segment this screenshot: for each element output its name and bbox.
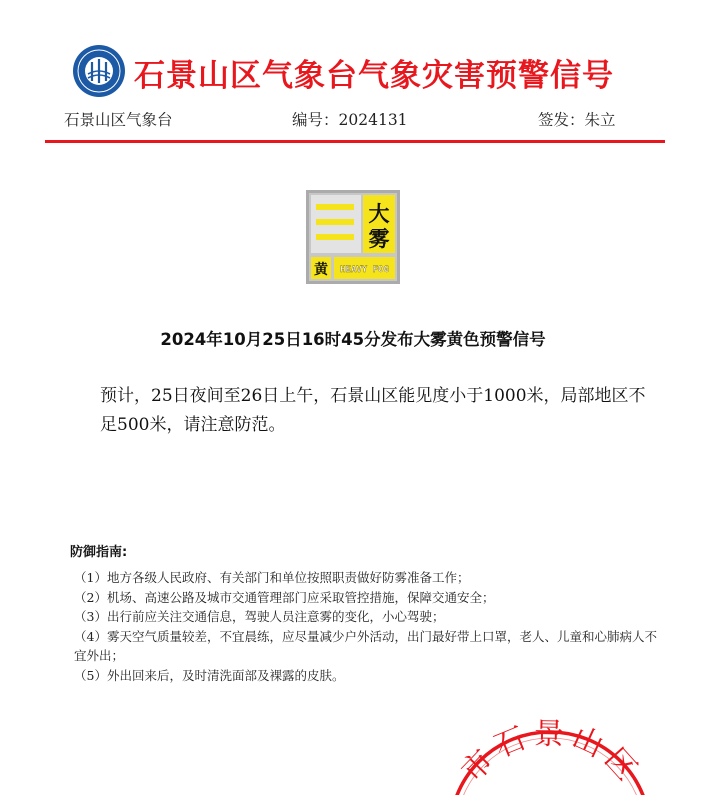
signer-value: 朱立 (584, 111, 616, 129)
svg-text:市石景山区 (455, 717, 648, 792)
guide-list (70, 568, 660, 685)
defense-guide (70, 541, 660, 685)
header-divider (45, 140, 665, 143)
serial-number-value: 2024131 (338, 111, 408, 129)
warning-body-text: 预计，25日夜间至26日上午，石景山区能见度小于1000米，局部地区不足500米，请注意防范。 (100, 386, 646, 435)
guide-item: （3）出行前应关注交通信息，驾驶人员注意雾的变化，小心驾驶； (74, 609, 445, 624)
seal-text: 市石景山区 (454, 716, 648, 792)
guide-title: 防御指南: (70, 545, 128, 560)
signal-char-top: 大 (368, 202, 390, 226)
warning-heading: 2024年10月25日16时45分发布大雾黄色预警信号 (160, 330, 546, 349)
guide-item: （4）雾天空气质量较差，不宜晨练，应尽量减少户外活动，出门最好带上口罩，老人、儿童和心肺病人不宜外出； (74, 628, 657, 663)
heavy-fog-yellow-signal-icon (306, 190, 400, 284)
issuing-organization: 石景山区气象台 (64, 111, 173, 129)
page-title: 石景山区气象台气象灾害预警信号 (134, 58, 614, 94)
signal-english-label: HEAVY FOG (340, 265, 389, 275)
serial-number-label: 编号： (292, 111, 339, 129)
guide-item: （5）外出回来后，及时清洗面部及裸露的皮肤。 (74, 667, 345, 683)
signer-field (538, 108, 616, 130)
guide-item: （1）地方各级人民政府、有关部门和单位按照职责做好防雾准备工作； (74, 570, 470, 585)
document-header (0, 0, 706, 145)
weather-service-emblem-icon (72, 44, 126, 98)
signal-level-char: 黄 (314, 262, 328, 278)
signer-label: 签发： (538, 111, 585, 129)
guide-item: （2）机场、高速公路及城市交通管理部门应采取管控措施，保障交通安全； (74, 589, 495, 605)
official-seal-stamp (420, 712, 660, 795)
signal-char-bottom: 雾 (368, 227, 390, 251)
serial-number-field (292, 108, 408, 130)
